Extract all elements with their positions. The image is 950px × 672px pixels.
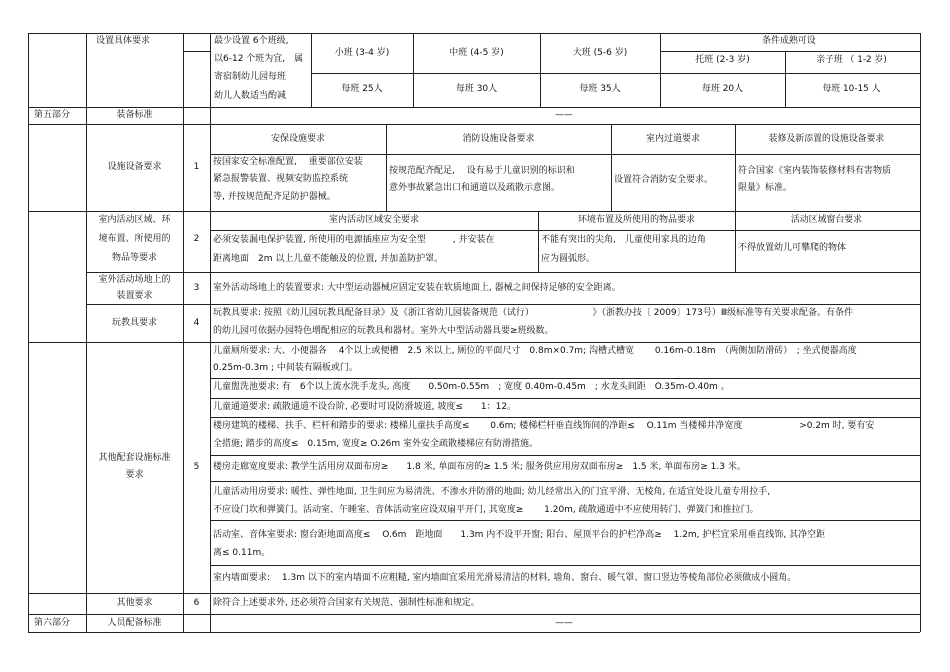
- facility-text: 限量》标准。: [738, 183, 793, 193]
- other-item: 楼房建筑的楼梯、扶手、栏杆和踏步的要求: 楼梯儿童扶手高度≤ 0.6m; 楼梯栏杆垂直线饰间的净距≤ O.11m 当楼梯井净宽度 >0.2m 时, 要有安: [213, 421, 875, 431]
- section-value: ——: [554, 618, 573, 628]
- row-divider: [28, 614, 920, 615]
- row-number: 2: [193, 234, 200, 244]
- indoor-text: 应为圆弧形。: [541, 254, 596, 264]
- facility-text: 意外事故紧急出口和通道以及疏散示意图。: [389, 183, 561, 193]
- item-divider: [210, 398, 920, 399]
- other-label: 要求: [125, 470, 144, 480]
- other-item: 活动室、音体室要求: 窗台距地面高度≤ O.6m 距地面 1.3m 内不设平开窗; 阳台、屋顶平台的护栏净高≥ 1.2m, 护栏宜采用垂直线饰, 其净空距: [213, 530, 826, 540]
- item-divider: [210, 481, 920, 482]
- indoor-text: 不得放置幼儿可攀爬的物体: [738, 243, 847, 253]
- row-divider: [28, 124, 920, 125]
- section-label: 装备标准: [116, 110, 153, 120]
- other-item: 楼房走廊宽度要求: 教学生活用房双面布房≥ 1.8 米, 单面布房的≥ 1.5 米; 服务供应用房双面布房≥ 1.5 米, 单面布房≥ 1.3 米。: [213, 462, 746, 472]
- section-value: ——: [554, 110, 573, 120]
- toys-text: 玩教具要求: 按照《幼儿园玩教具配备目录》及《浙江省幼儿园装备规范（试行） 》（浙教办技〔 2009〕173号）Ⅲ级标准等有关要求配备。有条件: [213, 308, 854, 318]
- row-number: 1: [193, 162, 200, 172]
- table-left-border: [28, 33, 29, 632]
- part-label: 第五部分: [34, 110, 71, 120]
- indoor-label: 室内活动区域、环: [98, 215, 171, 225]
- item-divider: [210, 520, 920, 521]
- other-item: 0.25m-0.3m ; 中间装有隔板或门。: [213, 363, 358, 373]
- facility-text: 设置符合消防安全要求。: [614, 175, 714, 185]
- table-bottom-border: [28, 632, 920, 633]
- class-name: 托班 (2-3 岁): [695, 55, 750, 65]
- facility-text: 紧急报警装置、视频安防监控系统: [213, 174, 349, 184]
- indoor-text: 不能有突出的尖角, 儿童使用家具的边角: [541, 235, 706, 245]
- settings-label: 设置具体要求: [96, 36, 151, 46]
- row-divider: [86, 272, 920, 273]
- row-number: 5: [193, 462, 200, 472]
- facility-text: 等, 并按规范配齐足防护器械。: [213, 192, 336, 202]
- class-name: 小班 (3-4 岁): [334, 48, 390, 58]
- optional-header: 条件成熟可设: [762, 36, 816, 46]
- cell-divider: [311, 73, 920, 74]
- facility-text: 符合国家《室内装饰装修材料有害物质: [738, 166, 892, 176]
- facility-header: 室内过道要求: [645, 134, 700, 144]
- table-right-border: [920, 33, 921, 632]
- row-divider: [86, 304, 920, 305]
- row-divider: [28, 342, 920, 343]
- item-divider: [210, 417, 920, 418]
- class-size: 每班 35人: [579, 84, 621, 94]
- other-item: 离≤ 0.11m。: [213, 548, 271, 558]
- indoor-text: 必须安装漏电保护装置, 所使用的电源插座应为安全型 , 并安装在: [213, 235, 495, 245]
- settings-req-line: 幼儿人数适当酌减: [214, 91, 287, 101]
- class-name: 大班 (5-6 岁): [572, 48, 628, 58]
- cell-divider: [183, 51, 210, 52]
- row-number: 6: [193, 598, 200, 608]
- other-item: 全措施; 踏步的高度≤ 0.15m, 宽度≥ O.26m 室外安全疏散楼梯应有防滑措施。: [213, 439, 539, 449]
- row-number: 3: [193, 283, 200, 293]
- item-divider: [210, 455, 920, 456]
- other-item: 儿童盥洗池要求: 有 6个以上流水洗手龙头, 高度 0.50m-0.55m ; 宽度 0.40m-0.45m ; 水龙头间距 O.35m-O.40m 。: [213, 382, 730, 392]
- misc-text: 除符合上述要求外, 还必须符合国家有关规范、强制性标准和规定。: [213, 598, 480, 608]
- indoor-header: 室内活动区域安全要求: [328, 215, 419, 225]
- facility-label: 设施设备要求: [107, 162, 162, 172]
- class-size: 每班 25人: [341, 84, 383, 94]
- outdoor-label: 装置要求: [116, 291, 153, 301]
- other-label: 其他配套设施标准: [98, 453, 171, 463]
- row-divider: [28, 211, 920, 212]
- facility-header: 消防设施设备要求: [462, 134, 535, 144]
- class-size: 每班 10-15 人: [822, 84, 881, 94]
- indoor-header: 环境布置及所使用的物品要求: [577, 215, 695, 225]
- cell-divider: [210, 230, 920, 231]
- row-divider: [28, 593, 920, 594]
- settings-req-line: 最少设置 6个班级,: [214, 36, 289, 46]
- facility-text: 按国家安全标准配置, 重要部位安装: [213, 157, 363, 167]
- toys-label: 玩教具要求: [111, 318, 157, 328]
- class-name: 亲子班 （ 1-2 岁): [816, 55, 887, 65]
- indoor-label: 境布置、所使用的: [98, 234, 171, 244]
- other-item: 儿童活动用房要求: 暖性、弹性地面, 卫生间应为易清洗、不渗水并防滑的地面; 幼儿经常出入的门宜平滑、无棱角, 在适宜处设儿童专用拉手,: [213, 487, 771, 497]
- part-label: 第六部分: [34, 618, 71, 628]
- cell-divider: [660, 51, 920, 52]
- col-divider: [183, 33, 184, 632]
- outdoor-text: 室外活动场地上的装置要求: 大中型运动器械应固定安装在软质地面上, 器械之间保持足够的安全距离。: [213, 283, 621, 293]
- indoor-header: 活动区域窗台要求: [790, 215, 863, 225]
- indoor-text: 距离地面 2m 以上儿童不能触及的位置, 并加盖防护罩。: [213, 254, 444, 264]
- class-size: 每班 20人: [701, 84, 744, 94]
- settings-req-line: 寄宿制幼儿园每班: [214, 72, 287, 82]
- facility-text: 按规范配齐配足, 设有易于儿童识别的标识和: [389, 166, 575, 176]
- misc-label: 其他要求: [116, 598, 153, 608]
- item-divider: [210, 378, 920, 379]
- toys-text: 的幼儿园可依据办园特色增配相应的玩教具和器材。室外大中型活动器具要≥班级数。: [213, 326, 554, 336]
- other-item: 儿童通道要求: 疏散通道不设台阶, 必要时可设防滑坡道, 坡度≤ 1：12。: [213, 402, 517, 412]
- class-size: 每班 30人: [455, 84, 498, 94]
- facility-header: 安保设施要求: [270, 134, 325, 144]
- facility-header: 装修及新添置的设施设备要求: [768, 134, 885, 144]
- item-divider: [210, 565, 920, 566]
- other-item: 室内墙面要求: 1.3m 以下的室内墙面不应粗糙, 室内墙面宜采用光滑易清洁的材料, 墙角、窗台、暖气罩、窗口竖边等棱角部位必须做成小圆角。: [213, 573, 797, 583]
- other-item: 儿童厕所要求: 大、小便器各 4个以上或便槽 2.5 米以上, 厕位的平面尺寸 0.8m×0.7m; 沟槽式槽宽 0.16m-0.18m （两侧加防滑砖） ; 坐式便器高度: [213, 346, 857, 356]
- outdoor-label: 室外活动场地上的: [98, 275, 171, 285]
- row-number: 4: [193, 318, 200, 328]
- class-name: 中班 (4-5 岁): [449, 48, 504, 58]
- other-item: 不应设门坎和弹簧门。活动室、午睡室、音体活动室应设双扇平开门, 其宽度≥ 1.20m, 疏散通道中不应使用转门、弹簧门和推拉门。: [213, 505, 759, 515]
- settings-req-line: 以6-12 个班为宜, 属: [214, 54, 304, 64]
- indoor-label: 物品等要求: [111, 253, 157, 263]
- section-label: 人员配备标准: [107, 618, 162, 628]
